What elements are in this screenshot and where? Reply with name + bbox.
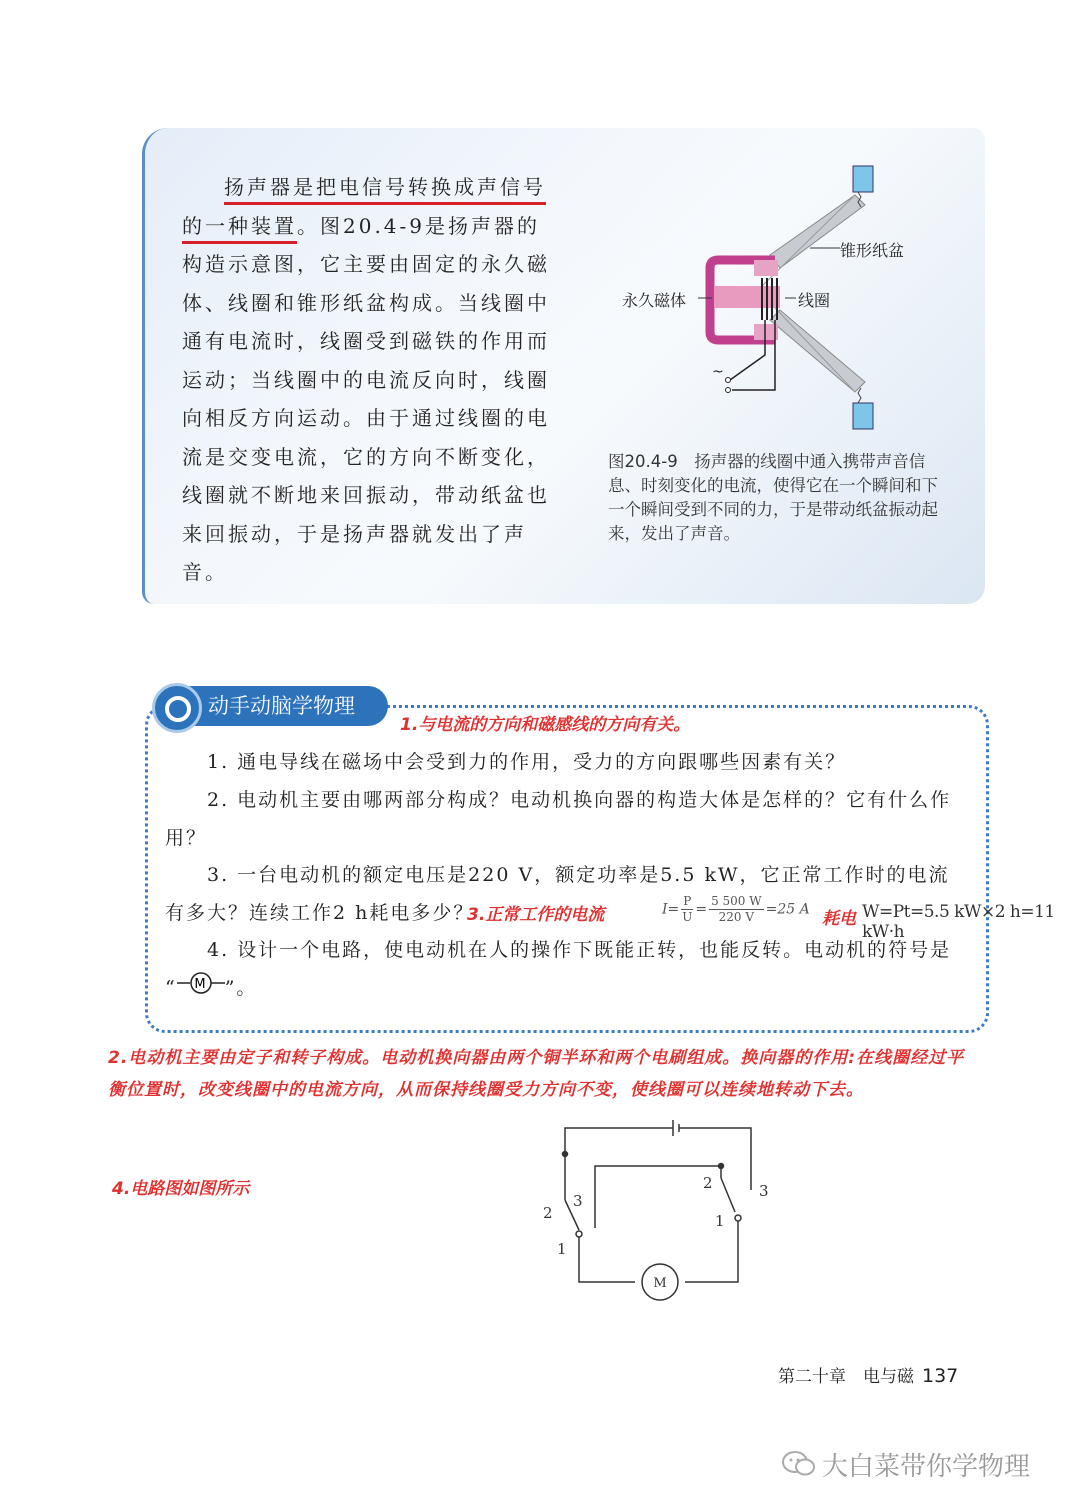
question-2: 2. 电动机主要由哪两部分构成？电动机换向器的构造大体是怎样的？它有什么作用？ [165, 789, 952, 849]
paragraph-body: 。图20.4-9是扬声器的构造示意图，它主要由固定的永久磁体、线圈和锥形纸盆构成。当线圈中通有电流时，线圈受到磁铁的作用而运动；当线圈中的电流反向时，线圈向相反方向运动。由于通过线圈的电流是交变电流，它的方向不断变化，线圈就不断地来回振动，带动纸盆也来回振动，于是扬声器就发出了声音。 [182, 213, 550, 584]
circuit-label-left-3: 3 [573, 1192, 583, 1210]
speaker-diagram [600, 160, 960, 450]
circuit-label-right-1: 1 [715, 1212, 725, 1230]
label-cone: 锥形纸盆 [840, 241, 905, 260]
reversing-circuit-diagram [535, 1120, 785, 1310]
page-number: 137 [922, 1365, 959, 1387]
annotation-energy: 耗电 [822, 909, 856, 929]
circuit-motor-label: M [653, 1276, 667, 1291]
current-formula: I= $\frac{P}{U}$ = $\frac{5 500 W}{220 V} =25$ A [662, 894, 810, 924]
label-permanent-magnet: 永久磁体 [622, 291, 687, 310]
annotation-answer-4: 4.电路图如图所示 [112, 1179, 250, 1199]
watermark [782, 1446, 1030, 1485]
circuit-label-right-2: 2 [703, 1174, 713, 1192]
annotation-answer-3: 3.正常工作的电流 [467, 905, 605, 925]
circuit-label-left-1: 1 [557, 1240, 567, 1258]
motor-symbol [177, 970, 225, 1008]
annotation-answer-2: 2.电动机主要由定子和转子构成。电动机换向器由两个铜半环和两个电刷组成。换向器的作用:在线圈经过平衡位置时，改变线圈中的电流方向，从而保持线圈受力方向不变，使线圈可以连续地转动下去。 [108, 1048, 965, 1100]
question-3: 3. 一台电动机的额定电压是220 V，额定功率是5.5 kW，它正常工作时的电流有多大？连续工作2 h耗电多少？ [165, 864, 950, 924]
label-coil: 线圈 [798, 291, 831, 310]
annotation-answer-1: 1.与电流的方向和磁感线的方向有关。 [400, 715, 691, 735]
question-1: 1. 通电导线在磁场中会受到力的作用，受力的方向跟哪些因素有关？ [207, 751, 847, 773]
energy-formula: W=Pt=5.5 kW×2 h=11 kW·h [862, 902, 1055, 942]
circuit-label-left-2: 2 [543, 1204, 553, 1222]
motor-symbol-letter: M [194, 976, 208, 992]
circuit-label-right-3: 3 [759, 1182, 769, 1200]
page-footer [778, 1362, 958, 1387]
wechat-icon [782, 1450, 816, 1485]
speaker-paragraph [182, 168, 552, 592]
question-4: 4. 设计一个电路，使电动机在人的操作下既能正转，也能反转。电动机的符号是 “ M ”。 [165, 932, 965, 1007]
chapter-title: 第二十章 电与磁 [778, 1367, 914, 1387]
figure-caption: 图20.4-9 扬声器的线圈中通入携带声音信息、时刻变化的电流，使得它在一个瞬间和下一个瞬间受到不同的力，于是带动纸盆振动起来，发出了声音。 [608, 452, 938, 543]
activity-badge-icon [152, 683, 202, 733]
circuit-svg [535, 1120, 785, 1310]
activity-title: 动手动脑学物理 [188, 686, 388, 726]
watermark-text: 大白菜带你学物理 [822, 1452, 1031, 1482]
ac-symbol: ~ [712, 364, 724, 380]
highlighted-definition: 扬声器是把电信号转换成声信号的一种装置 [182, 175, 546, 238]
